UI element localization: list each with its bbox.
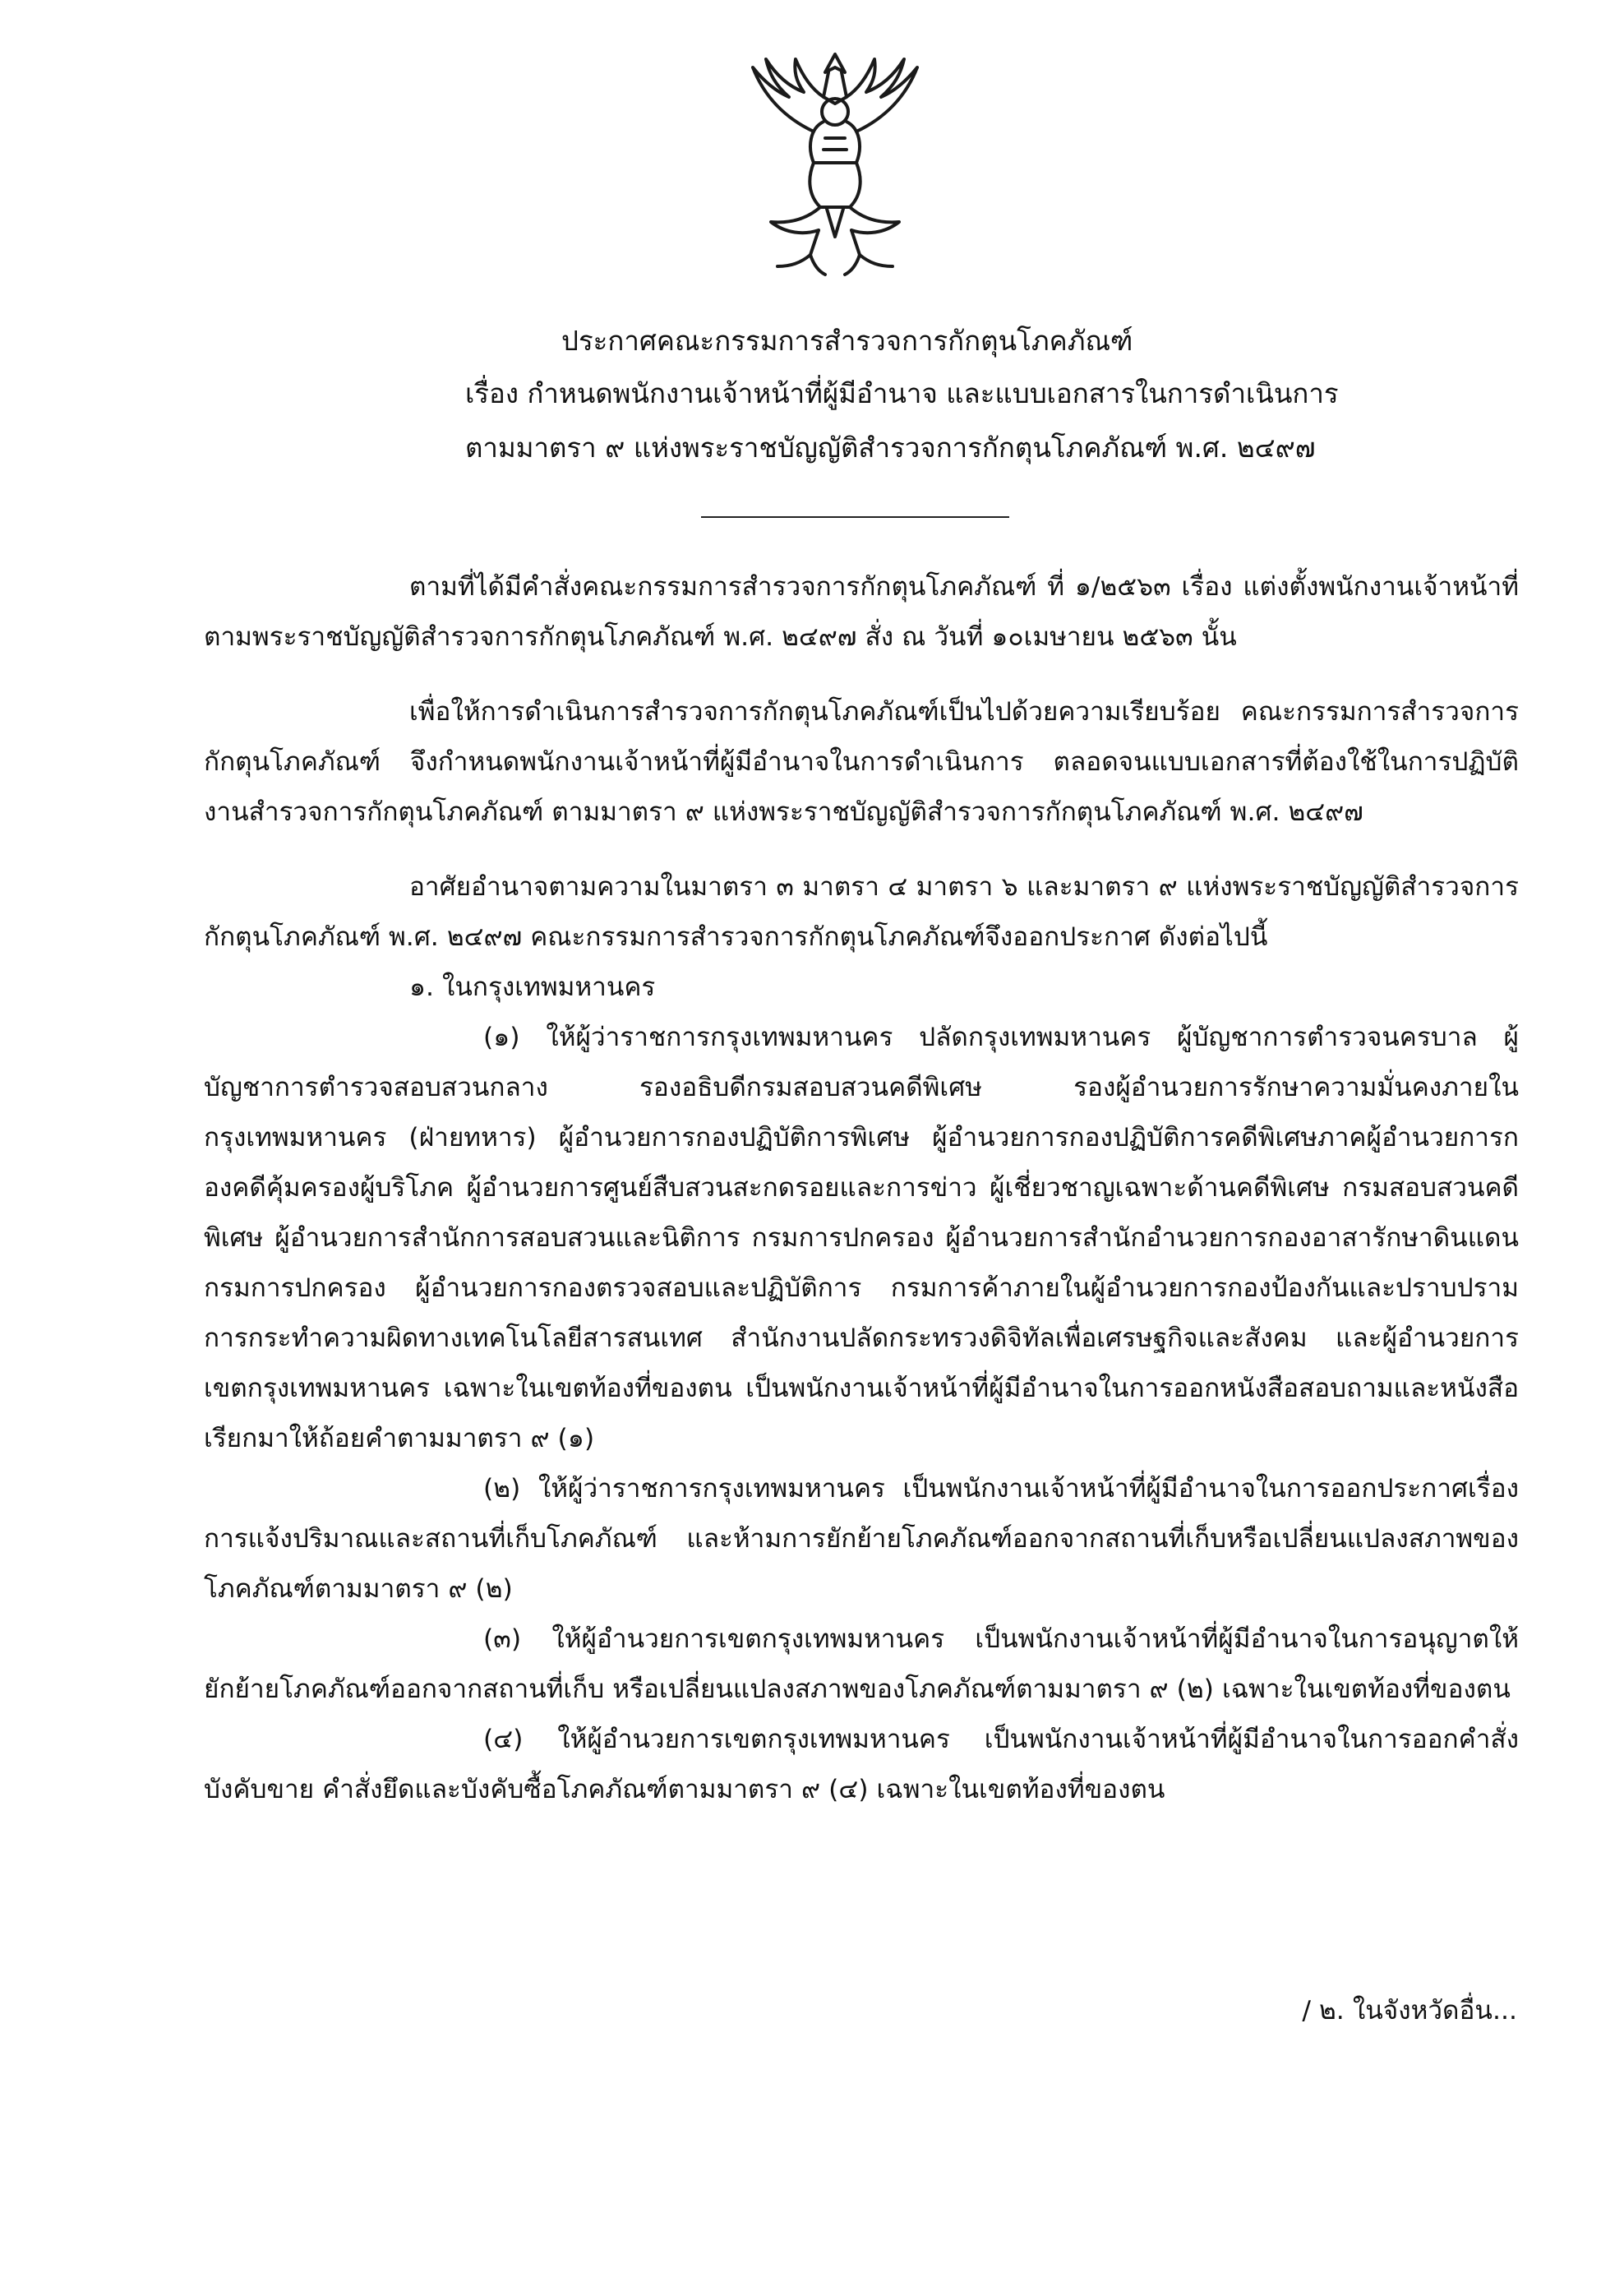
continuation-note: / ๒. ในจังหวัดอื่น...: [1302, 1996, 1517, 2026]
announcement-subject: เรื่อง กำหนดพนักงานเจ้าหน้าที่ผู้มีอำนาจ และแบบเอกสารในการดำเนินการ: [465, 377, 1339, 409]
document-body: [204, 562, 1519, 1815]
subpoint-4: (๔) ให้ผู้อำนวยการเขตกรุงเทพมหานคร เป็นพนักงานเจ้าหน้าที่ผู้มีอำนาจในการออกคำสั่งบังคับขาย คำสั่งยึดและบังคับซื้อโภคภัณฑ์ตามมาตรา ๙ (๔) เฉพาะในเขตท้องที่ของตน: [204, 1725, 1519, 1804]
announcement-title: ประกาศคณะกรรมการสำรวจการกักตุนโภคภัณฑ์: [561, 325, 1133, 357]
subpoint-3: (๓) ให้ผู้อำนวยการเขตกรุงเทพมหานคร เป็นพนักงานเจ้าหน้าที่ผู้มีอำนาจในการอนุญาตให้ยักย้ายโภคภัณฑ์ออกจากสถานที่เก็บ หรือเปลี่ยนแปลงสภาพของโภคภัณฑ์ตามมาตรา ๙ (๒) เฉพาะในเขตท้องที่ของตน: [204, 1624, 1519, 1704]
garuda-emblem: [728, 39, 942, 286]
subpoint-1: (๑) ให้ผู้ว่าราชการกรุงเทพมหานคร ปลัดกรุงเทพมหานคร ผู้บัญชาการตำรวจนครบาล ผู้บัญชาการตำรวจสอบสวนกลาง รองอธิบดีกรมสอบสวนคดีพิเศษ รองผู้อำนวยการรักษาความมั่นคงภายในกรุงเทพมหานคร (ฝ่ายทหาร) ผู้อำนวยการกองปฏิบัติการพิเศษ ผู้อำนวยการกองปฏิบัติการคดีพิเศษภาคผู้อำนวยการกองคดีคุ้มครองผู้บริโภค ผู้อำนวยการศูนย์สืบสวนสะกดรอยและการข่าว ผู้เชี่ยวชาญเฉพาะด้านคดีพิเศษ กรมสอบสวนคดีพิเศษ ผู้อำนวยการสำนักการสอบสวนและนิติการ กรมการปกครอง ผู้อำนวยการสำนักอำนวยการกองอาสารักษาดินแดน กรมการปกครอง ผู้อำนวยการกองตรวจสอบและปฏิบัติการ กรมการค้าภายในผู้อำนวยการกองป้องกันและปราบปรามการกระทำความผิดทางเทคโนโลยีสารสนเทศ สำนักงานปลัดกระทรวงดิจิทัลเพื่อเศรษฐกิจและสังคม และผู้อำนวยการเขตกรุงเทพมหานคร เฉพาะในเขตท้องที่ของตน เป็นพนักงานเจ้าหน้าที่ผู้มีอำนาจในการออกหนังสือสอบถามและหนังสือเรียกมาให้ถ้อยคำตามมาตรา ๙ (๑): [204, 1023, 1519, 1453]
paragraph-authority: อาศัยอำนาจตามความในมาตรา ๓ มาตรา ๔ มาตรา ๖ และมาตรา ๙ แห่งพระราชบัญญัติสำรวจการกักตุนโภคภัณฑ์ พ.ศ. ๒๔๙๗ คณะกรรมการสำรวจการกักตุนโภคภัณฑ์จึงออกประกาศ ดังต่อไปนี้: [204, 872, 1519, 952]
paragraph-reference-order: ตามที่ได้มีคำสั่งคณะกรรมการสำรวจการกักตุนโภคภัณฑ์ ที่ ๑/๒๕๖๓ เรื่อง แต่งตั้งพนักงานเจ้าหน้าที่ตามพระราชบัญญัติสำรวจการกักตุนโภคภัณฑ์ พ.ศ. ๒๔๙๗ สั่ง ณ วันที่ ๑๐เมษายน ๒๕๖๓ นั้น: [204, 572, 1519, 652]
paragraph-purpose: เพื่อให้การดำเนินการสำรวจการกักตุนโภคภัณฑ์เป็นไปด้วยความเรียบร้อย คณะกรรมการสำรวจการกักตุนโภคภัณฑ์ จึงกำหนดพนักงานเจ้าหน้าที่ผู้มีอำนาจในการดำเนินการ ตลอดจนแบบเอกสารที่ต้องใช้ในการปฏิบัติงานสำรวจการกักตุนโภคภัณฑ์ ตามมาตรา ๙ แห่งพระราชบัญญัติสำรวจการกักตุนโภคภัณฑ์ พ.ศ. ๒๔๙๗: [204, 697, 1519, 827]
title-divider: [701, 516, 1009, 518]
announcement-subject-cont: ตามมาตรา ๙ แห่งพระราชบัญญัติสำรวจการกักตุนโภคภัณฑ์ พ.ศ. ๒๔๙๗: [465, 432, 1316, 464]
point-bangkok: ๑. ในกรุงเทพมหานคร: [409, 972, 656, 1002]
subpoint-2: (๒) ให้ผู้ว่าราชการกรุงเทพมหานคร เป็นพนักงานเจ้าหน้าที่ผู้มีอำนาจในการออกประกาศเรื่อง การแจ้งปริมาณและสถานที่เก็บโภคภัณฑ์ และห้ามการยักย้ายโภคภัณฑ์ออกจากสถานที่เก็บหรือเปลี่ยนแปลงสภาพของโภคภัณฑ์ตามมาตรา ๙ (๒): [204, 1474, 1519, 1604]
